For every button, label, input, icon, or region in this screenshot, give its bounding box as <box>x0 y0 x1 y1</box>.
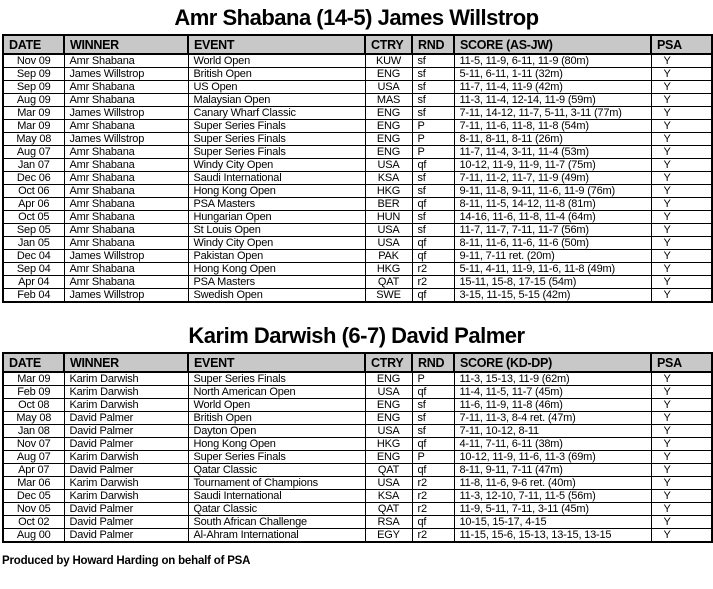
cell-psa: Y <box>651 464 712 477</box>
header-row <box>3 353 712 372</box>
cell-score-kd-dp: 11-6, 11-9, 11-8 (46m) <box>454 399 651 412</box>
column-header-rnd: RND <box>412 353 454 372</box>
cell-event: Super Series Finals <box>188 133 365 146</box>
table-row <box>3 464 712 477</box>
cell-winner: Karim Darwish <box>64 477 188 490</box>
table-body <box>3 372 712 542</box>
table-row <box>3 94 712 107</box>
header-row <box>3 35 712 54</box>
cell-rnd: P <box>412 120 454 133</box>
table-row <box>3 68 712 81</box>
cell-event: World Open <box>188 399 365 412</box>
cell-score-as-jw: 11-7, 11-4, 11-9 (42m) <box>454 81 651 94</box>
cell-rnd: sf <box>412 94 454 107</box>
cell-rnd: qf <box>412 250 454 263</box>
table-row <box>3 490 712 503</box>
cell-score-kd-dp: 11-3, 15-13, 11-9 (62m) <box>454 372 651 386</box>
cell-date: Sep 04 <box>3 263 64 276</box>
cell-psa: Y <box>651 289 712 303</box>
cell-event: Saudi International <box>188 490 365 503</box>
cell-ctry: USA <box>365 237 412 250</box>
cell-winner: Amr Shabana <box>64 263 188 276</box>
cell-ctry: KSA <box>365 490 412 503</box>
table-row <box>3 386 712 399</box>
cell-psa: Y <box>651 146 712 159</box>
cell-score-as-jw: 5-11, 4-11, 11-9, 11-6, 11-8 (49m) <box>454 263 651 276</box>
cell-psa: Y <box>651 516 712 529</box>
table-row <box>3 159 712 172</box>
cell-psa: Y <box>651 529 712 543</box>
cell-winner: Amr Shabana <box>64 81 188 94</box>
table-row <box>3 81 712 94</box>
cell-event: Super Series Finals <box>188 372 365 386</box>
cell-psa: Y <box>651 477 712 490</box>
table-title-darwish-palmer: Karim Darwish (6-7) David Palmer <box>188 323 525 348</box>
cell-ctry: PAK <box>365 250 412 263</box>
cell-date: Apr 07 <box>3 464 64 477</box>
cell-score-as-jw: 9-11, 7-11 ret. (20m) <box>454 250 651 263</box>
cell-date: Mar 09 <box>3 372 64 386</box>
column-header-score-kd-dp: SCORE (KD-DP) <box>454 353 651 372</box>
cell-score-as-jw: 11-7, 11-4, 3-11, 11-4 (53m) <box>454 146 651 159</box>
credit-line: Produced by Howard Harding on behalf of PSA <box>2 555 251 567</box>
table-header <box>3 353 712 372</box>
cell-date: Aug 09 <box>3 94 64 107</box>
cell-score-as-jw: 11-3, 11-4, 12-14, 11-9 (59m) <box>454 94 651 107</box>
cell-winner: Amr Shabana <box>64 211 188 224</box>
cell-rnd: P <box>412 372 454 386</box>
cell-date: Dec 05 <box>3 490 64 503</box>
head-to-head-section-darwish-palmer <box>2 323 711 543</box>
cell-rnd: sf <box>412 54 454 68</box>
table-row <box>3 372 712 386</box>
cell-rnd: P <box>412 133 454 146</box>
table-row <box>3 133 712 146</box>
cell-winner: David Palmer <box>64 438 188 451</box>
cell-psa: Y <box>651 276 712 289</box>
cell-score-as-jw: 8-11, 11-5, 14-12, 11-8 (81m) <box>454 198 651 211</box>
table-row <box>3 237 712 250</box>
table-row <box>3 529 712 543</box>
cell-score-kd-dp: 10-12, 11-9, 11-6, 11-3 (69m) <box>454 451 651 464</box>
cell-ctry: USA <box>365 224 412 237</box>
cell-score-as-jw: 15-11, 15-8, 17-15 (54m) <box>454 276 651 289</box>
cell-winner: Karim Darwish <box>64 372 188 386</box>
cell-rnd: r2 <box>412 529 454 543</box>
cell-date: Apr 06 <box>3 198 64 211</box>
cell-psa: Y <box>651 120 712 133</box>
cell-rnd: sf <box>412 412 454 425</box>
table-row <box>3 185 712 198</box>
cell-rnd: sf <box>412 185 454 198</box>
cell-score-as-jw: 7-11, 11-2, 11-7, 11-9 (49m) <box>454 172 651 185</box>
table-row <box>3 198 712 211</box>
table-row <box>3 250 712 263</box>
cell-date: Nov 07 <box>3 438 64 451</box>
cell-winner: James Willstrop <box>64 107 188 120</box>
cell-event: British Open <box>188 68 365 81</box>
match-history-table-shabana-willstrop <box>2 34 713 303</box>
cell-score-kd-dp: 7-11, 10-12, 8-11 <box>454 425 651 438</box>
cell-score-as-jw: 8-11, 8-11, 8-11 (26m) <box>454 133 651 146</box>
cell-psa: Y <box>651 81 712 94</box>
cell-score-kd-dp: 4-11, 7-11, 6-11 (38m) <box>454 438 651 451</box>
cell-date: Jan 08 <box>3 425 64 438</box>
cell-date: Oct 06 <box>3 185 64 198</box>
cell-score-as-jw: 3-15, 11-15, 5-15 (42m) <box>454 289 651 303</box>
table-row <box>3 211 712 224</box>
cell-date: Dec 04 <box>3 250 64 263</box>
column-header-date: DATE <box>3 35 64 54</box>
cell-ctry: ENG <box>365 399 412 412</box>
cell-ctry: QAT <box>365 276 412 289</box>
cell-ctry: MAS <box>365 94 412 107</box>
cell-event: Hungarian Open <box>188 211 365 224</box>
cell-ctry: USA <box>365 159 412 172</box>
cell-event: Super Series Finals <box>188 120 365 133</box>
cell-winner: James Willstrop <box>64 289 188 303</box>
cell-psa: Y <box>651 172 712 185</box>
table-row <box>3 224 712 237</box>
cell-event: Saudi International <box>188 172 365 185</box>
cell-ctry: HKG <box>365 263 412 276</box>
cell-rnd: qf <box>412 438 454 451</box>
cell-score-kd-dp: 11-9, 5-11, 7-11, 3-11 (45m) <box>454 503 651 516</box>
cell-ctry: ENG <box>365 133 412 146</box>
cell-date: Jan 07 <box>3 159 64 172</box>
cell-ctry: ENG <box>365 68 412 81</box>
cell-psa: Y <box>651 263 712 276</box>
cell-rnd: sf <box>412 172 454 185</box>
table-row <box>3 438 712 451</box>
cell-ctry: KSA <box>365 172 412 185</box>
cell-ctry: USA <box>365 477 412 490</box>
column-header-winner: WINNER <box>64 353 188 372</box>
cell-event: Hong Kong Open <box>188 438 365 451</box>
cell-event: US Open <box>188 81 365 94</box>
cell-date: Dec 06 <box>3 172 64 185</box>
cell-winner: Amr Shabana <box>64 276 188 289</box>
cell-score-as-jw: 10-12, 11-9, 11-9, 11-7 (75m) <box>454 159 651 172</box>
head-to-head-section-shabana-willstrop <box>2 5 711 303</box>
cell-date: Oct 02 <box>3 516 64 529</box>
cell-winner: Amr Shabana <box>64 172 188 185</box>
cell-score-as-jw: 5-11, 6-11, 1-11 (32m) <box>454 68 651 81</box>
cell-psa: Y <box>651 198 712 211</box>
cell-winner: James Willstrop <box>64 250 188 263</box>
cell-date: Aug 00 <box>3 529 64 543</box>
cell-event: Hong Kong Open <box>188 185 365 198</box>
cell-ctry: RSA <box>365 516 412 529</box>
cell-ctry: HKG <box>365 185 412 198</box>
cell-ctry: EGY <box>365 529 412 543</box>
cell-rnd: sf <box>412 211 454 224</box>
cell-event: Malaysian Open <box>188 94 365 107</box>
table-row <box>3 516 712 529</box>
cell-event: Dayton Open <box>188 425 365 438</box>
cell-winner: David Palmer <box>64 516 188 529</box>
cell-date: Oct 08 <box>3 399 64 412</box>
cell-event: PSA Masters <box>188 276 365 289</box>
table-row <box>3 477 712 490</box>
cell-psa: Y <box>651 425 712 438</box>
cell-rnd: r2 <box>412 503 454 516</box>
cell-winner: David Palmer <box>64 464 188 477</box>
cell-event: British Open <box>188 412 365 425</box>
column-header-event: EVENT <box>188 353 365 372</box>
cell-winner: David Palmer <box>64 529 188 543</box>
cell-rnd: sf <box>412 81 454 94</box>
cell-psa: Y <box>651 224 712 237</box>
cell-rnd: P <box>412 146 454 159</box>
cell-winner: Amr Shabana <box>64 94 188 107</box>
column-header-ctry: CTRY <box>365 35 412 54</box>
column-header-score-as-jw: SCORE (AS-JW) <box>454 35 651 54</box>
cell-rnd: sf <box>412 68 454 81</box>
cell-winner: Amr Shabana <box>64 159 188 172</box>
cell-ctry: ENG <box>365 372 412 386</box>
cell-rnd: r2 <box>412 490 454 503</box>
column-header-psa: PSA <box>651 35 712 54</box>
cell-date: Aug 07 <box>3 146 64 159</box>
cell-rnd: r2 <box>412 276 454 289</box>
cell-score-kd-dp: 7-11, 11-3, 8-4 ret. (47m) <box>454 412 651 425</box>
cell-ctry: ENG <box>365 412 412 425</box>
cell-event: St Louis Open <box>188 224 365 237</box>
table-row <box>3 263 712 276</box>
cell-score-as-jw: 8-11, 11-6, 11-6, 11-6 (50m) <box>454 237 651 250</box>
cell-event: Canary Wharf Classic <box>188 107 365 120</box>
table-row <box>3 107 712 120</box>
cell-score-as-jw: 7-11, 14-12, 11-7, 5-11, 3-11 (77m) <box>454 107 651 120</box>
cell-ctry: QAT <box>365 503 412 516</box>
column-header-date: DATE <box>3 353 64 372</box>
cell-rnd: qf <box>412 386 454 399</box>
table-row <box>3 276 712 289</box>
cell-psa: Y <box>651 54 712 68</box>
table-row <box>3 146 712 159</box>
cell-psa: Y <box>651 107 712 120</box>
cell-winner: Amr Shabana <box>64 54 188 68</box>
cell-psa: Y <box>651 211 712 224</box>
cell-event: Qatar Classic <box>188 464 365 477</box>
table-row <box>3 289 712 303</box>
cell-winner: Amr Shabana <box>64 146 188 159</box>
cell-event: Hong Kong Open <box>188 263 365 276</box>
cell-rnd: sf <box>412 107 454 120</box>
cell-date: Nov 05 <box>3 503 64 516</box>
cell-psa: Y <box>651 399 712 412</box>
column-header-rnd: RND <box>412 35 454 54</box>
cell-ctry: ENG <box>365 451 412 464</box>
cell-date: Feb 09 <box>3 386 64 399</box>
cell-rnd: sf <box>412 399 454 412</box>
cell-rnd: r2 <box>412 477 454 490</box>
cell-event: Super Series Finals <box>188 451 365 464</box>
column-header-event: EVENT <box>188 35 365 54</box>
cell-ctry: SWE <box>365 289 412 303</box>
cell-date: Mar 09 <box>3 120 64 133</box>
cell-winner: Karim Darwish <box>64 399 188 412</box>
cell-winner: David Palmer <box>64 503 188 516</box>
column-header-winner: WINNER <box>64 35 188 54</box>
cell-rnd: sf <box>412 224 454 237</box>
cell-winner: Amr Shabana <box>64 224 188 237</box>
cell-psa: Y <box>651 386 712 399</box>
cell-ctry: USA <box>365 386 412 399</box>
cell-ctry: USA <box>365 425 412 438</box>
cell-winner: Amr Shabana <box>64 237 188 250</box>
cell-winner: Amr Shabana <box>64 120 188 133</box>
cell-psa: Y <box>651 490 712 503</box>
cell-score-kd-dp: 10-15, 15-17, 4-15 <box>454 516 651 529</box>
cell-event: Qatar Classic <box>188 503 365 516</box>
cell-event: Pakistan Open <box>188 250 365 263</box>
cell-event: Tournament of Champions <box>188 477 365 490</box>
cell-event: Al-Ahram International <box>188 529 365 543</box>
cell-score-kd-dp: 11-15, 15-6, 15-13, 13-15, 13-15 <box>454 529 651 543</box>
table-row <box>3 412 712 425</box>
column-header-psa: PSA <box>651 353 712 372</box>
cell-psa: Y <box>651 133 712 146</box>
cell-rnd: sf <box>412 425 454 438</box>
cell-event: Super Series Finals <box>188 146 365 159</box>
cell-date: Nov 09 <box>3 54 64 68</box>
cell-date: Feb 04 <box>3 289 64 303</box>
cell-score-as-jw: 11-7, 11-7, 7-11, 11-7 (56m) <box>454 224 651 237</box>
cell-score-as-jw: 9-11, 11-8, 9-11, 11-6, 11-9 (76m) <box>454 185 651 198</box>
cell-event: PSA Masters <box>188 198 365 211</box>
table-title-shabana-willstrop: Amr Shabana (14-5) James Willstrop <box>174 5 539 30</box>
cell-winner: James Willstrop <box>64 68 188 81</box>
cell-date: May 08 <box>3 412 64 425</box>
table-row <box>3 451 712 464</box>
cell-rnd: qf <box>412 516 454 529</box>
cell-ctry: BER <box>365 198 412 211</box>
cell-date: Jan 05 <box>3 237 64 250</box>
cell-winner: Karim Darwish <box>64 386 188 399</box>
cell-date: Aug 07 <box>3 451 64 464</box>
cell-psa: Y <box>651 451 712 464</box>
cell-date: Apr 04 <box>3 276 64 289</box>
cell-event: Windy City Open <box>188 159 365 172</box>
match-history-table-darwish-palmer <box>2 352 713 543</box>
cell-psa: Y <box>651 94 712 107</box>
cell-score-as-jw: 14-16, 11-6, 11-8, 11-4 (64m) <box>454 211 651 224</box>
cell-ctry: USA <box>365 81 412 94</box>
cell-score-kd-dp: 8-11, 9-11, 7-11 (47m) <box>454 464 651 477</box>
cell-event: South African Challenge <box>188 516 365 529</box>
table-row <box>3 503 712 516</box>
cell-psa: Y <box>651 372 712 386</box>
cell-rnd: qf <box>412 289 454 303</box>
cell-date: Sep 09 <box>3 68 64 81</box>
cell-event: Swedish Open <box>188 289 365 303</box>
cell-psa: Y <box>651 68 712 81</box>
cell-ctry: ENG <box>365 107 412 120</box>
cell-ctry: ENG <box>365 146 412 159</box>
cell-rnd: qf <box>412 237 454 250</box>
cell-psa: Y <box>651 412 712 425</box>
cell-rnd: P <box>412 451 454 464</box>
table-body <box>3 54 712 302</box>
cell-ctry: HUN <box>365 211 412 224</box>
cell-winner: James Willstrop <box>64 133 188 146</box>
cell-date: Mar 09 <box>3 107 64 120</box>
cell-date: Sep 05 <box>3 224 64 237</box>
cell-winner: Karim Darwish <box>64 451 188 464</box>
cell-event: Windy City Open <box>188 237 365 250</box>
cell-psa: Y <box>651 438 712 451</box>
table-row <box>3 425 712 438</box>
cell-psa: Y <box>651 503 712 516</box>
table-row <box>3 172 712 185</box>
cell-score-kd-dp: 11-3, 12-10, 7-11, 11-5 (56m) <box>454 490 651 503</box>
cell-winner: David Palmer <box>64 425 188 438</box>
cell-score-as-jw: 11-5, 11-9, 6-11, 11-9 (80m) <box>454 54 651 68</box>
cell-event: World Open <box>188 54 365 68</box>
cell-psa: Y <box>651 159 712 172</box>
cell-rnd: qf <box>412 159 454 172</box>
cell-psa: Y <box>651 237 712 250</box>
cell-winner: David Palmer <box>64 412 188 425</box>
table-header <box>3 35 712 54</box>
cell-ctry: ENG <box>365 120 412 133</box>
cell-winner: Karim Darwish <box>64 490 188 503</box>
cell-psa: Y <box>651 250 712 263</box>
cell-winner: Amr Shabana <box>64 198 188 211</box>
table-row <box>3 120 712 133</box>
cell-score-kd-dp: 11-4, 11-5, 11-7 (45m) <box>454 386 651 399</box>
cell-date: Oct 05 <box>3 211 64 224</box>
cell-date: Sep 09 <box>3 81 64 94</box>
cell-date: May 08 <box>3 133 64 146</box>
cell-date: Mar 06 <box>3 477 64 490</box>
cell-winner: Amr Shabana <box>64 185 188 198</box>
cell-ctry: KUW <box>365 54 412 68</box>
cell-ctry: QAT <box>365 464 412 477</box>
cell-ctry: HKG <box>365 438 412 451</box>
cell-score-kd-dp: 11-8, 11-6, 9-6 ret. (40m) <box>454 477 651 490</box>
cell-rnd: qf <box>412 198 454 211</box>
cell-event: North American Open <box>188 386 365 399</box>
cell-score-as-jw: 7-11, 11-6, 11-8, 11-8 (54m) <box>454 120 651 133</box>
cell-rnd: r2 <box>412 263 454 276</box>
table-row <box>3 54 712 68</box>
cell-rnd: qf <box>412 464 454 477</box>
table-row <box>3 399 712 412</box>
cell-psa: Y <box>651 185 712 198</box>
column-header-ctry: CTRY <box>365 353 412 372</box>
